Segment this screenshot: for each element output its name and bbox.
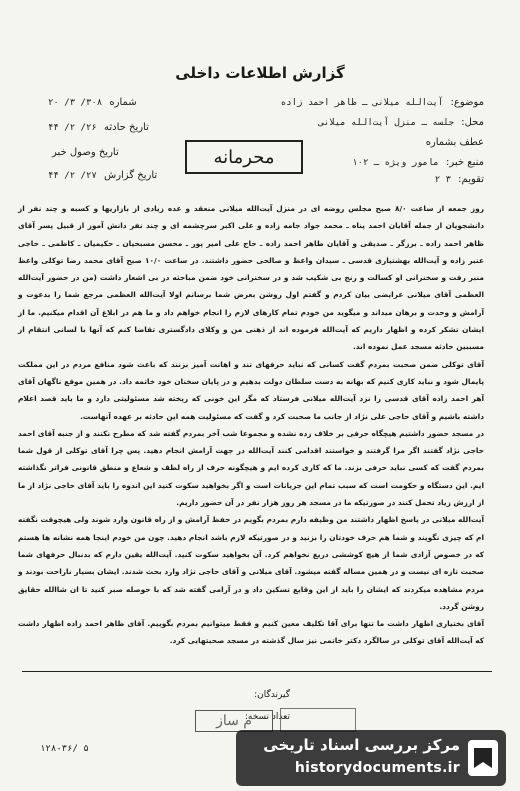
- report-date-label: تاریخ گزارش: [103, 170, 158, 181]
- body-paragraph: آیت‌الله میلانی در پاسخ اظهار داشتند من وظیفه دارم بمردم بگویم در حفظ آرامش و از راه قانون وارد شوند ولی هیچوقت نگفته ام که چیزی نگویند و شما هم حرف خودتان را بزنید و در صورتیکه لازم باشد انجام دهید. چون من خودم اینجا همه نشانه ها هستم که در خصوص آزادی شما از هیچ کوششی دریغ نخواهم کرد. آن بخواهید سکوت کنید. آیت‌الله یقین دارم که بدنبال حرفهای شما صحبت تازه ای نیست و در همین مساله گفته میشود. آقای میلانی و آقای حاجی نژاد وارد بحث شدند. ایشان بسیار ناراحت بودند و مردم مشاهده میکردند که ایشان را باید از این وقایع تسکین داد و در آرامی گفته شد که با حوصله صبر کنید تا ان شاالله حقایق روشن گردد.: [18, 515, 484, 611]
- signature-stamp: م ساز: [195, 710, 273, 732]
- watermark-title: مرکز بررسی اسناد تاریخی: [263, 736, 460, 754]
- report-body: [18, 200, 484, 650]
- number-label: شماره: [109, 97, 137, 108]
- report-date-line: [48, 170, 157, 181]
- archive-logo-icon: [466, 738, 500, 778]
- report-date-value: ۲۷/ ۲/ ۴۴: [48, 171, 97, 181]
- receipt-date-line: [48, 147, 119, 158]
- classification-stamp: محرمانه: [185, 140, 303, 174]
- calendar-value: ۳ ۲: [434, 175, 451, 185]
- body-paragraph: در مسجد حضور داشتیم هیچگاه حرفی بر خلاف زده نشده و مجموعا شب آخر بمردم گفته شد که مطرح نکنند و از جنبه آقای احمد حاجی نژاد گفتند اگر مرا گرفتند و خواستند اقدامی کنند آیت‌الله در جهت آرامش انجام دهید. پس چرا آقای توکلی از قول شما بمردم گفت که کسی نباید حرفی بزند. ما که کاری کرده ایم و هیچگونه حرف از راه لطف و شعاع و منطق قانونی فراتر نگذاشته ایم. این دستگاه و حکومت است که سبب تمام این جریانات است و اگر بخواهید سکوت کنید این اندوه را باید آقای حاجی نژاد از ما از ارزش زیاد تحمل کنند در صورتیکه ما در مسجد هر روز هزار نفر در آن حضور داریم.: [18, 428, 484, 508]
- number-line: [48, 97, 137, 108]
- subject-line: [281, 97, 484, 108]
- source-line: [352, 157, 484, 168]
- footer-divider: [22, 671, 492, 672]
- reference-label: عطف بشماره: [425, 137, 484, 148]
- body-paragraph: آقای توکلی ضمن صحبت بمردم گفت کسانی که نباید حرفهای تند و اهانت آمیز بزنند که باعث شود منافع مردم در این مملکت پایمال شود و نباید کاری کنیم که بهانه به دست سلطان دولت بدهیم و در پایان سخنان خود خاتمه داد. در همین موقع ناگهان آقای آهر احمد زاده آقای قدسی را نزد آیت‌الله میلانی فرستاد که مگر این خونی که ریخته شد مسئولیتی دارد و ما باید قصد اعلام داشته باشیم و آقای حاجی علی نژاد از جانب ما صحبت کرد و گفت که مسئولیت همه این حادثه بر عهده آنهاست.: [18, 359, 484, 421]
- source-value: مامور ویژه ـ ۱۰۲: [352, 158, 439, 168]
- document-number: ۱۲۸-۳۶/ ۵: [40, 744, 89, 754]
- incident-date-label: تاریخ حادثه: [103, 122, 149, 133]
- copies-label: تعداد نسخه:: [244, 712, 290, 722]
- calendar-label: تقویم:: [458, 174, 484, 185]
- number-value: ۳۰۸/ ۳/ ۲۰: [48, 98, 103, 108]
- location-label: محل:: [461, 117, 484, 128]
- recipients-label: گیرندگان:: [254, 690, 290, 700]
- incident-date-line: [48, 122, 149, 133]
- subject-label: موضوع:: [450, 97, 484, 108]
- watermark-banner: [236, 730, 506, 786]
- body-paragraph: روز جمعه از ساعت ۸/۰ صبح مجلس روضه ای در منزل آیت‌الله میلانی منعقد و عده زیادی از بازاریها و کسبه و چند نفر از دانشجویان از جمله آقایان احمد پناه ـ محمد جواد جامه زاده و علی اکبر سرچشمه ای و چند نفر دانش آموز از قبیل پسر آقای ظاهر احمد زاده ـ برزگر ـ صدیقی و آقایان طاهر احمد زاده ـ حاج علی امیر پور ـ محسن مسبحیان ـ حکیمیان ـ کاظمی ـ حاجی عنبر زاده و آیت‌الله بهشتیاری قدسی ـ سیدان واعظ و صالحی حضور داشتند. در ساعت ۱۰/۰ صبح آقای محمد رضا توکلی واعظ منبر رفت و سخنرانی او کسالت و رنج بی شکیب شد و در سخنرانی خود ضمن مباحثه در بی اشعار داشت (من در حضور آیت‌الله العظمی آقای میلانی عرایضی بیان کردم و گفتم اول روشن بعرض شما برسانم اولا آیت‌الله العظمی مرجع شما را بدعوت و آرامش و وحدت و برهان میداند و میگوید من خودم تمام کارهای لازم را انجام خواهم داد و ما هم در ابلاغ آن اقدام میکنیم. ما از ایشان تشکر کرده و اظهار داریم که آیت‌الله فرموده اند از ذهنی من و وکلای دادگستری تقاضا کنم که آنها با لسانی انتقام از مسببین حادثه مسجد عمل نموده اند.: [18, 204, 484, 352]
- document-title: گزارش اطلاعات داخلی: [175, 64, 345, 82]
- receipt-date-label: تاریخ وصول خبر: [52, 147, 119, 158]
- body-paragraph: آقای بختیاری اظهار داشت ما تنها برای آقا تکلیف معین کنیم و فقط میتوانیم بمردم بگوییم. آقای ظاهر احمد زاده اظهار داشت که آیت‌الله آقای توکلی در سالگرد دکتر خاتمی نیز سال گذشته در مسجد صحبتهایی کرد.: [18, 619, 484, 646]
- watermark-url: historydocuments.ir: [294, 760, 460, 776]
- location-line: [319, 117, 484, 128]
- subject-value: آیت‌الله میلانی ـ ظاهر احمد زاده: [280, 98, 444, 108]
- source-label: منبع خبر:: [446, 157, 484, 168]
- incident-date-value: ۲۶/ ۲/ ۴۴: [48, 123, 97, 133]
- reference-line: [422, 137, 484, 148]
- location-value: جلسه ـ منزل آیت‌الله میلانی: [318, 118, 455, 128]
- signature-box: [280, 708, 356, 732]
- calendar-line: [435, 174, 484, 185]
